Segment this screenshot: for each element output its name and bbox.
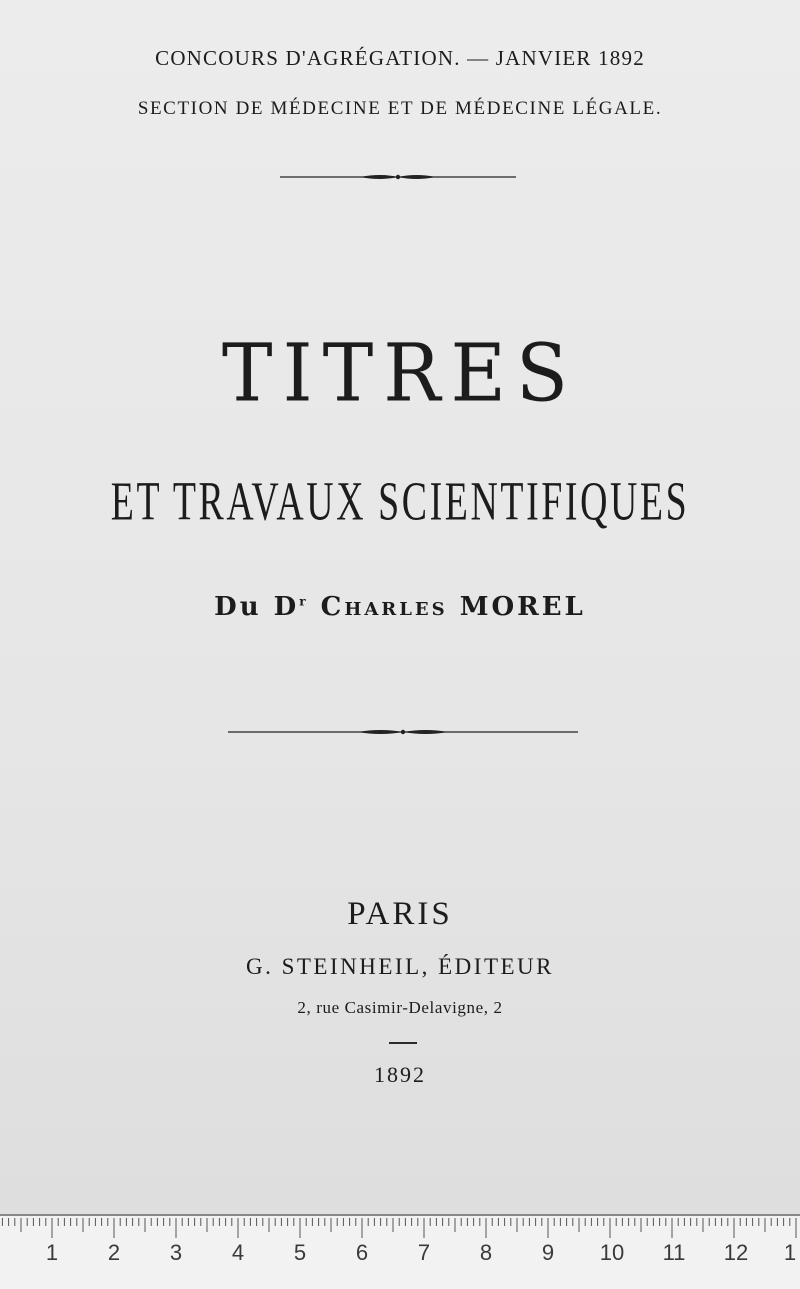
imprint-year: 1892 xyxy=(374,1062,426,1087)
ruler-label: 11 xyxy=(662,1240,686,1265)
ruler-label: 4 xyxy=(231,1240,245,1265)
top-ornament-rule xyxy=(280,172,516,182)
document-subtitle: ET TRAVAUX SCIENTIFIQUES xyxy=(110,470,690,533)
ruler-label: 9 xyxy=(541,1240,555,1265)
ruler-label: 5 xyxy=(293,1240,307,1265)
author-line xyxy=(0,592,800,622)
author-last-name: MOREL xyxy=(459,592,586,622)
author-prefix: Du D xyxy=(214,592,300,622)
ruler-label: 12 xyxy=(723,1240,749,1265)
author-prefix-sup: r xyxy=(299,594,309,609)
author-first-name: Charles xyxy=(320,592,448,622)
measurement-ruler xyxy=(0,1214,800,1289)
ruler-label: 6 xyxy=(355,1240,369,1265)
competition-header: CONCOURS D'AGRÉGATION. — JANVIER 1892 xyxy=(155,46,645,70)
imprint-publisher: G. STEINHEIL, ÉDITEUR xyxy=(245,954,554,979)
ruler-label: 8 xyxy=(479,1240,493,1265)
ruler-label: 2 xyxy=(107,1240,121,1265)
imprint-dash xyxy=(389,1042,417,1044)
ruler-label: 1 xyxy=(45,1240,59,1265)
imprint-address: 2, rue Casimir-Delavigne, 2 xyxy=(297,998,503,1017)
document-title: TITRES xyxy=(221,325,579,420)
imprint-city: PARIS xyxy=(347,896,453,932)
ruler-label: 3 xyxy=(169,1240,183,1265)
ruler-label: 7 xyxy=(417,1240,431,1265)
middle-ornament-rule xyxy=(228,727,578,737)
ruler-label: 10 xyxy=(599,1240,625,1265)
section-header: SECTION DE MÉDECINE ET DE MÉDECINE LÉGALE. xyxy=(137,98,663,119)
ruler-label: 1 xyxy=(783,1240,797,1265)
